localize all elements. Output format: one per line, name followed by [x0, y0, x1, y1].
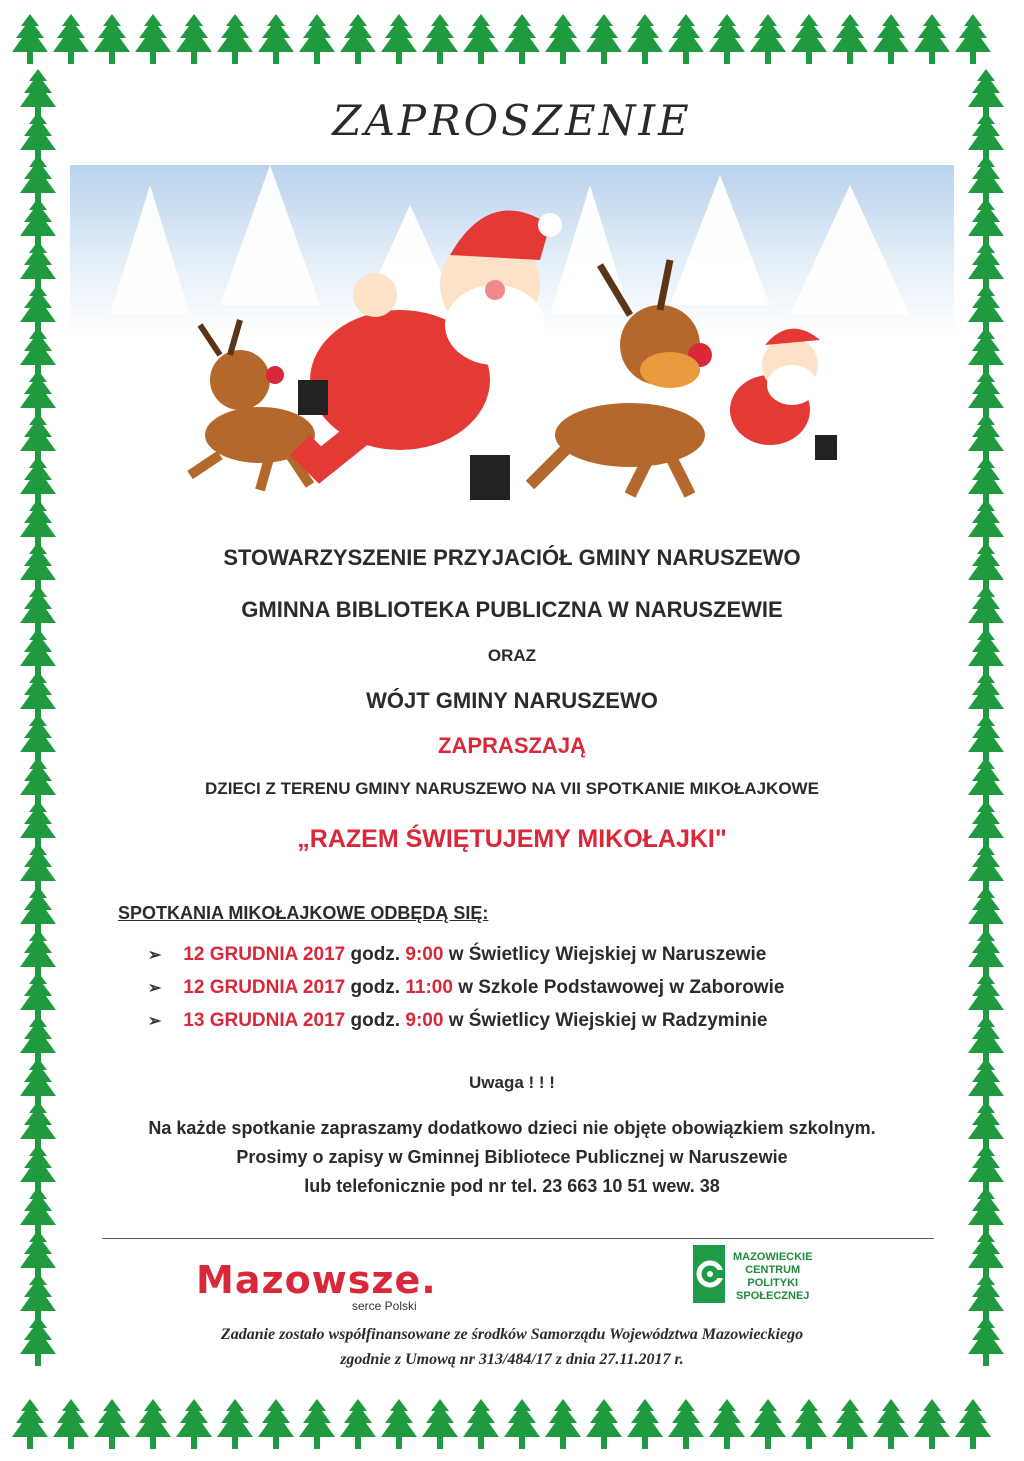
christmas-tree-icon	[627, 1399, 663, 1449]
christmas-tree-icon	[709, 14, 745, 64]
christmas-tree-icon	[586, 1399, 622, 1449]
christmas-tree-icon	[299, 14, 335, 64]
christmas-tree-icon	[968, 198, 1004, 248]
christmas-tree-icon	[873, 1399, 909, 1449]
christmas-tree-icon	[20, 1273, 56, 1323]
mazowsze-logo: Mazowsze.	[196, 1258, 437, 1302]
organizer-2: GMINNA BIBLIOTEKA PUBLICZNA W NARUSZEWIE	[241, 597, 783, 622]
christmas-tree-icon	[20, 241, 56, 291]
funding-line-2: zgodnie z Umową nr 313/484/17 z dnia 27.11.2017 r.	[340, 1351, 684, 1368]
christmas-tree-icon	[545, 1399, 581, 1449]
christmas-tree-icon	[668, 14, 704, 64]
christmas-tree-icon	[968, 456, 1004, 506]
christmas-tree-icon	[135, 1399, 171, 1449]
mcps-emblem-icon	[693, 1245, 725, 1303]
christmas-tree-icon	[504, 1399, 540, 1449]
schedule-place: w Świetlicy Wiejskiej w Radzyminie	[448, 1010, 768, 1031]
christmas-tree-icon	[668, 1399, 704, 1449]
christmas-tree-icon	[968, 1273, 1004, 1323]
christmas-tree-icon	[463, 1399, 499, 1449]
christmas-tree-icon	[20, 886, 56, 936]
christmas-tree-icon	[873, 14, 909, 64]
arrow-bullet-icon: ➢	[148, 947, 162, 964]
tree-border-top	[0, 10, 1024, 70]
schedule-godz: godz.	[350, 977, 401, 998]
christmas-tree-icon	[217, 14, 253, 64]
christmas-tree-icon	[832, 14, 868, 64]
christmas-tree-icon	[968, 413, 1004, 463]
mcps-name: MAZOWIECKIE CENTRUM POLITYKI SPOŁECZNEJ	[733, 1251, 813, 1302]
christmas-tree-icon	[968, 1230, 1004, 1280]
connector-oraz: ORAZ	[487, 646, 537, 665]
notice-heading: Uwaga ! ! !	[469, 1073, 555, 1092]
christmas-tree-icon	[176, 14, 212, 64]
christmas-tree-icon	[258, 14, 294, 64]
christmas-tree-icon	[381, 1399, 417, 1449]
christmas-tree-icon	[20, 456, 56, 506]
schedule-time: 11:00	[405, 977, 453, 998]
schedule-place: w Świetlicy Wiejskiej w Naruszewie	[448, 944, 767, 965]
christmas-tree-icon	[968, 1015, 1004, 1065]
christmas-tree-icon	[832, 1399, 868, 1449]
organizer-3: WÓJT GMINY NARUSZEWO	[366, 688, 658, 713]
schedule-row	[148, 1010, 767, 1032]
christmas-tree-icon	[20, 284, 56, 334]
christmas-tree-icon	[20, 370, 56, 420]
christmas-tree-icon	[20, 1015, 56, 1065]
schedule-row	[148, 977, 784, 999]
christmas-tree-icon	[914, 14, 950, 64]
santa-reindeer-illustration	[70, 165, 954, 525]
christmas-tree-icon	[791, 1399, 827, 1449]
christmas-tree-icon	[422, 14, 458, 64]
tree-border-left	[8, 0, 68, 1461]
christmas-tree-icon	[968, 370, 1004, 420]
schedule-row	[148, 944, 766, 966]
christmas-tree-icon	[20, 972, 56, 1022]
christmas-tree-icon	[20, 1230, 56, 1280]
reindeer-small-icon	[190, 320, 315, 490]
christmas-tree-icon	[968, 155, 1004, 205]
notice-line-1: Na każde spotkanie zapraszamy dodatkowo dzieci nie objęte obowiązkiem szkolnym.	[148, 1118, 876, 1138]
notice-line-3: lub telefonicznie pod nr tel. 23 663 10 51 wew. 38	[304, 1176, 720, 1196]
tree-border-bottom	[0, 1395, 1024, 1455]
christmas-tree-icon	[299, 1399, 335, 1449]
schedule-time: 9:00	[405, 1010, 444, 1031]
christmas-tree-icon	[340, 1399, 376, 1449]
christmas-tree-icon	[20, 155, 56, 205]
schedule-date: 12 GRUDNIA 2017	[183, 977, 346, 998]
christmas-tree-icon	[20, 929, 56, 979]
christmas-tree-icon	[94, 14, 130, 64]
christmas-tree-icon	[627, 14, 663, 64]
christmas-tree-icon	[422, 1399, 458, 1449]
audience-line: DZIECI Z TERENU GMINY NARUSZEWO NA VII SPOTKANIE MIKOŁAJKOWE	[205, 779, 819, 798]
christmas-tree-icon	[545, 14, 581, 64]
christmas-tree-icon	[217, 1399, 253, 1449]
mazowsze-tagline: serce Polski	[352, 1299, 417, 1313]
page-title: ZAPROSZENIE	[332, 96, 692, 145]
christmas-tree-icon	[750, 14, 786, 64]
christmas-tree-icon	[968, 499, 1004, 549]
christmas-tree-icon	[914, 1399, 950, 1449]
santa-small-icon	[730, 329, 837, 460]
schedule-godz: godz.	[350, 944, 401, 965]
christmas-tree-icon	[968, 972, 1004, 1022]
christmas-tree-icon	[20, 327, 56, 377]
christmas-tree-icon	[176, 1399, 212, 1449]
notice-line-2: Prosimy o zapisy w Gminnej Bibliotece Publicznej w Naruszewie	[236, 1147, 788, 1167]
christmas-tree-icon	[968, 327, 1004, 377]
schedule-godz: godz.	[350, 1010, 401, 1031]
christmas-tree-icon	[968, 241, 1004, 291]
schedule-place: w Szkole Podstawowej w Zaborowie	[458, 977, 785, 998]
christmas-tree-icon	[968, 929, 1004, 979]
christmas-tree-icon	[791, 14, 827, 64]
christmas-tree-icon	[20, 499, 56, 549]
schedule-date: 13 GRUDNIA 2017	[183, 1010, 346, 1031]
christmas-tree-icon	[135, 14, 171, 64]
schedule-time: 9:00	[405, 944, 444, 965]
christmas-tree-icon	[381, 14, 417, 64]
funding-line-1: Zadanie zostało współfinansowane ze środków Samorządu Województwa Mazowieckiego	[220, 1326, 804, 1343]
tree-border-right	[956, 0, 1016, 1461]
christmas-tree-icon	[463, 14, 499, 64]
footer-divider	[102, 1238, 934, 1239]
christmas-tree-icon	[340, 14, 376, 64]
organizer-1: STOWARZYSZENIE PRZYJACIÓŁ GMINY NARUSZEWO	[223, 545, 801, 570]
schedule-date: 12 GRUDNIA 2017	[183, 944, 346, 965]
christmas-tree-icon	[504, 14, 540, 64]
christmas-tree-icon	[94, 1399, 130, 1449]
arrow-bullet-icon: ➢	[148, 1013, 162, 1030]
christmas-tree-icon	[586, 14, 622, 64]
christmas-tree-icon	[968, 284, 1004, 334]
schedule-heading: SPOTKANIA MIKOŁAJKOWE ODBĘDĄ SIĘ:	[118, 903, 489, 923]
christmas-tree-icon	[258, 1399, 294, 1449]
christmas-tree-icon	[709, 1399, 745, 1449]
christmas-tree-icon	[20, 198, 56, 248]
event-name: „RAZEM ŚWIĘTUJEMY MIKOŁAJKI"	[297, 825, 727, 853]
arrow-bullet-icon: ➢	[148, 980, 162, 997]
christmas-tree-icon	[750, 1399, 786, 1449]
christmas-tree-icon	[968, 886, 1004, 936]
invite-word: ZAPRASZAJĄ	[438, 733, 586, 758]
mcps-logo	[693, 1245, 833, 1309]
christmas-tree-icon	[20, 413, 56, 463]
